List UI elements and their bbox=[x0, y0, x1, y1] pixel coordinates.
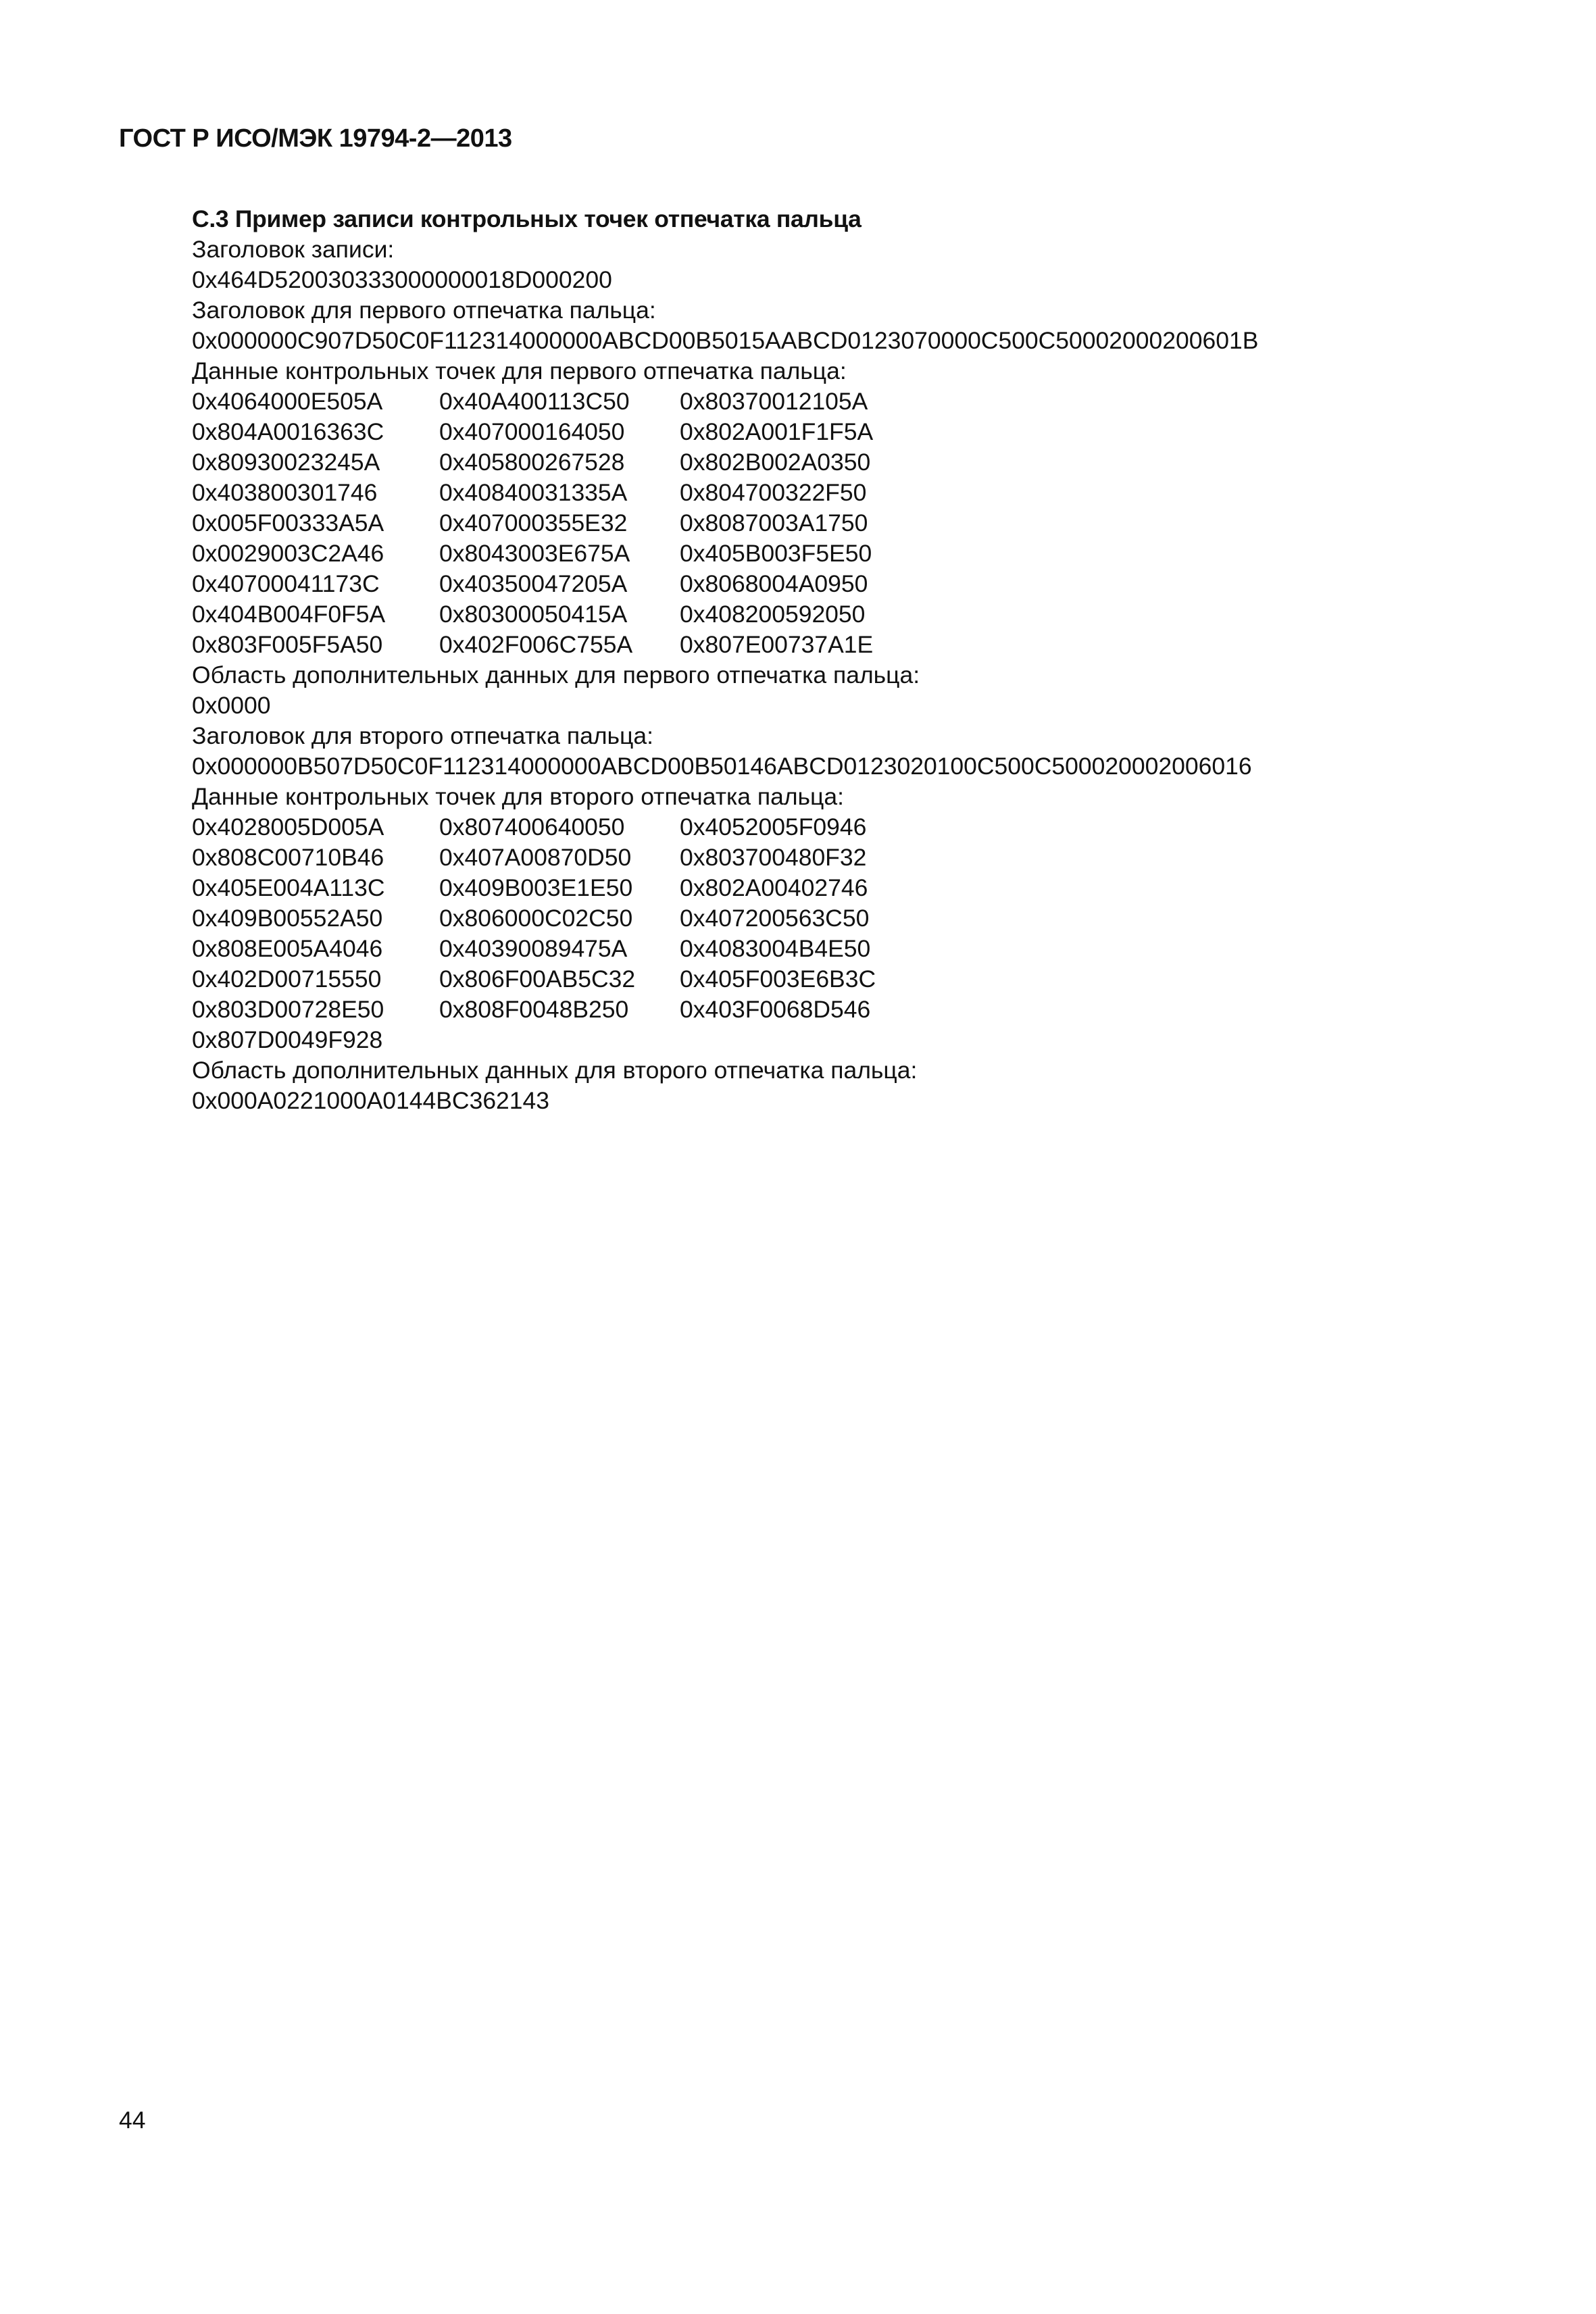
minutiae-row bbox=[192, 903, 1476, 934]
minutia-cell: 0x80300050415A bbox=[439, 601, 628, 628]
minutia-cell: 0x804A0016363C bbox=[192, 418, 384, 445]
minutiae-row bbox=[192, 386, 1476, 417]
minutia-cell: 0x40350047205A bbox=[439, 570, 628, 597]
minutia-cell: 0x402D00715550 bbox=[192, 965, 382, 992]
minutia-cell: 0x804700322F50 bbox=[680, 479, 867, 506]
minutia-cell: 0x4083004B4E50 bbox=[680, 935, 871, 962]
minutia-cell: 0x808F0048B250 bbox=[439, 996, 629, 1023]
minutiae-row bbox=[192, 842, 1476, 873]
minutia-cell: 0x409B00552A50 bbox=[192, 905, 383, 932]
minutia-cell: 0x4064000E505A bbox=[192, 388, 383, 415]
minutia-cell: 0x803D00728E50 bbox=[192, 996, 384, 1023]
minutia-cell: 0x405E004A113C bbox=[192, 874, 385, 901]
minutia-cell: 0x803F005F5A50 bbox=[192, 631, 383, 658]
finger2-header-label: Заголовок для второго отпечатка пальца: bbox=[192, 722, 653, 749]
minutia-cell: 0x80370012105A bbox=[680, 388, 868, 415]
minutia-cell: 0x402F006C755A bbox=[439, 631, 633, 658]
minutia-cell: 0x802A001F1F5A bbox=[680, 418, 874, 445]
minutiae-row bbox=[192, 508, 1476, 538]
minutiae-row bbox=[192, 934, 1476, 964]
minutia-cell: 0x8043003E675A bbox=[439, 540, 630, 567]
minutia-cell: 0x806F00AB5C32 bbox=[439, 965, 636, 992]
minutia-cell bbox=[680, 1025, 950, 1055]
finger2-extended-label: Область дополнительных данных для второго отпечатка пальца: bbox=[192, 1057, 918, 1084]
minutiae-row bbox=[192, 538, 1476, 569]
minutia-cell: 0x405800267528 bbox=[439, 449, 625, 476]
minutia-cell: 0x005F00333A5A bbox=[192, 509, 384, 536]
minutiae-row bbox=[192, 873, 1476, 903]
minutia-cell: 0x404B004F0F5A bbox=[192, 601, 386, 628]
minutia-cell: 0x40A400113C50 bbox=[439, 388, 630, 415]
minutia-cell: 0x803700480F32 bbox=[680, 844, 867, 871]
minutiae-row bbox=[192, 964, 1476, 995]
minutia-cell: 0x405B003F5E50 bbox=[680, 540, 872, 567]
record-header-value: 0x464D520030333000000018D000200 bbox=[192, 266, 612, 293]
minutia-cell: 0x405F003E6B3C bbox=[680, 965, 876, 992]
minutia-cell: 0x808C00710B46 bbox=[192, 844, 384, 871]
finger1-header-value: 0x000000C907D50C0F112314000000ABCD00B5015AABCD0123070000C500C50002000200601B bbox=[192, 327, 1259, 354]
minutiae-row bbox=[192, 599, 1476, 630]
minutia-cell: 0x40700041173C bbox=[192, 570, 380, 597]
minutia-cell: 0x802B002A0350 bbox=[680, 449, 871, 476]
minutia-cell: 0x408200592050 bbox=[680, 601, 866, 628]
minutia-cell: 0x80930023245A bbox=[192, 449, 380, 476]
minutiae-row bbox=[192, 995, 1476, 1025]
minutia-cell: 0x807400640050 bbox=[439, 813, 625, 840]
finger2-extended-value: 0x000A0221000A0144BC362143 bbox=[192, 1087, 550, 1114]
minutiae-row bbox=[192, 478, 1476, 508]
minutia-cell: 0x403F0068D546 bbox=[680, 996, 871, 1023]
minutia-cell: 0x407000164050 bbox=[439, 418, 625, 445]
minutia-cell: 0x808E005A4046 bbox=[192, 935, 383, 962]
finger1-minutiae-table bbox=[192, 386, 1476, 660]
section-body bbox=[192, 204, 1476, 1116]
minutia-cell: 0x802A00402746 bbox=[680, 874, 868, 901]
finger1-extended-value: 0x0000 bbox=[192, 692, 271, 719]
finger1-header-label: Заголовок для первого отпечатка пальца: bbox=[192, 297, 656, 324]
minutia-cell: 0x4052005F0946 bbox=[680, 813, 867, 840]
finger2-header-value: 0x000000B507D50C0F112314000000ABCD00B50146ABCD0123020100C500C500020002006016 bbox=[192, 753, 1252, 780]
minutiae-row bbox=[192, 447, 1476, 478]
finger2-minutiae-label: Данные контрольных точек для второго отпечатка пальца: bbox=[192, 783, 844, 810]
minutiae-row bbox=[192, 417, 1476, 447]
minutia-cell: 0x40840031335A bbox=[439, 479, 628, 506]
minutia-cell: 0x403800301746 bbox=[192, 479, 378, 506]
minutia-cell: 0x8087003A1750 bbox=[680, 509, 868, 536]
page-number: 44 bbox=[119, 2107, 146, 2134]
minutia-cell: 0x806000C02C50 bbox=[439, 905, 633, 932]
minutiae-row bbox=[192, 1025, 1476, 1055]
minutia-cell: 0x407000355E32 bbox=[439, 509, 628, 536]
minutia-cell: 0x807D0049F928 bbox=[192, 1026, 383, 1053]
minutia-cell: 0x407A00870D50 bbox=[439, 844, 632, 871]
record-header-label: Заголовок записи: bbox=[192, 236, 395, 263]
minutia-cell: 0x407200563C50 bbox=[680, 905, 870, 932]
minutia-cell: 0x807E00737A1E bbox=[680, 631, 874, 658]
document-code-header: ГОСТ Р ИСО/МЭК 19794-2—2013 bbox=[119, 124, 512, 153]
minutia-cell: 0x409B003E1E50 bbox=[439, 874, 633, 901]
minutia-cell: 0x8068004A0950 bbox=[680, 570, 868, 597]
finger2-minutiae-table bbox=[192, 812, 1476, 1055]
section-title: С.3 Пример записи контрольных точек отпечатка пальца bbox=[192, 205, 862, 232]
minutiae-row bbox=[192, 569, 1476, 599]
finger1-minutiae-label: Данные контрольных точек для первого отпечатка пальца: bbox=[192, 357, 847, 384]
finger1-extended-label: Область дополнительных данных для первого отпечатка пальца: bbox=[192, 661, 920, 688]
minutia-cell: 0x0029003C2A46 bbox=[192, 540, 384, 567]
minutia-cell bbox=[439, 1025, 680, 1055]
minutiae-row bbox=[192, 812, 1476, 842]
minutiae-row bbox=[192, 630, 1476, 660]
minutia-cell: 0x4028005D005A bbox=[192, 813, 384, 840]
minutia-cell: 0x40390089475A bbox=[439, 935, 628, 962]
